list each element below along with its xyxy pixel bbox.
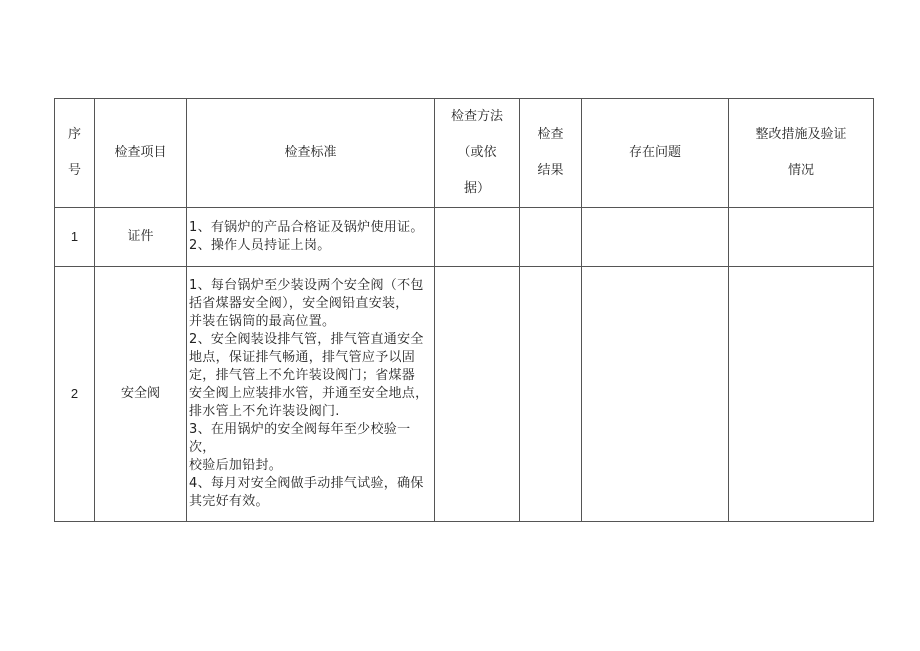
standard-line: 校验后加铅封。 bbox=[189, 458, 283, 473]
row-item: 安全阀 bbox=[95, 267, 187, 522]
header-rectify bbox=[729, 99, 874, 208]
header-method-line-2: （或依 bbox=[457, 145, 497, 160]
standard-line: 并装在锅筒的最高位置。 bbox=[189, 314, 336, 329]
row-standard bbox=[187, 267, 435, 522]
standard-line: 其完好有效。 bbox=[189, 494, 269, 509]
row-standard bbox=[187, 208, 435, 267]
standard-line: 安全阀上应装排水管，并通至安全地点， bbox=[189, 386, 429, 401]
row-seq: 1 bbox=[55, 208, 95, 267]
header-seq bbox=[55, 99, 95, 208]
row-seq: 2 bbox=[55, 267, 95, 522]
standard-line: 地点，保证排气畅通，排气管应予以固 bbox=[189, 350, 416, 365]
header-result-line-2: 结果 bbox=[537, 163, 564, 178]
row-rectify[interactable] bbox=[729, 208, 874, 267]
row-method[interactable] bbox=[435, 267, 520, 522]
table-row bbox=[55, 208, 874, 267]
row-item: 证件 bbox=[95, 208, 187, 267]
inspection-table bbox=[54, 98, 874, 522]
header-rectify-line-1: 整改措施及验证 bbox=[755, 127, 847, 142]
standard-line: 2、操作人员持证上岗。 bbox=[189, 238, 331, 253]
row-result[interactable] bbox=[520, 267, 582, 522]
inspection-sheet bbox=[54, 98, 874, 522]
header-issues: 存在问题 bbox=[582, 99, 729, 208]
standard-line: 定，排气管上不允许装设阀门；省煤器 bbox=[189, 368, 416, 383]
standard-line: 括省煤器安全阀），安全阀铅直安装， bbox=[189, 296, 409, 311]
standard-line: 排水管上不允许装设阀门. bbox=[189, 404, 340, 419]
header-standard: 检查标准 bbox=[187, 99, 435, 208]
header-item: 检查项目 bbox=[95, 99, 187, 208]
header-result-line-1: 检查 bbox=[537, 127, 564, 142]
header-row bbox=[55, 99, 874, 208]
standard-line: 1、有锅炉的产品合格证及锅炉使用证。 bbox=[189, 220, 424, 235]
header-method bbox=[435, 99, 520, 208]
standard-line: 1、每台锅炉至少装设两个安全阀（不包 bbox=[189, 278, 424, 293]
table-row bbox=[55, 267, 874, 522]
standard-line: 4、每月对安全阀做手动排气试验，确保 bbox=[189, 476, 424, 491]
row-issues[interactable] bbox=[582, 267, 729, 522]
header-seq-line-2: 号 bbox=[67, 163, 81, 178]
header-seq-line-1: 序 bbox=[67, 127, 81, 142]
row-rectify[interactable] bbox=[729, 267, 874, 522]
row-result[interactable] bbox=[520, 208, 582, 267]
row-method[interactable] bbox=[435, 208, 520, 267]
header-result bbox=[520, 99, 582, 208]
standard-line: 2、安全阀装设排气管，排气管直通安全 bbox=[189, 332, 424, 347]
row-issues[interactable] bbox=[582, 208, 729, 267]
header-method-line-1: 检查方法 bbox=[450, 109, 503, 124]
standard-line: 3、在用锅炉的安全阀每年至少校验一次， bbox=[189, 422, 411, 455]
header-method-line-3: 据） bbox=[463, 181, 490, 196]
header-rectify-line-2: 情况 bbox=[787, 163, 814, 178]
